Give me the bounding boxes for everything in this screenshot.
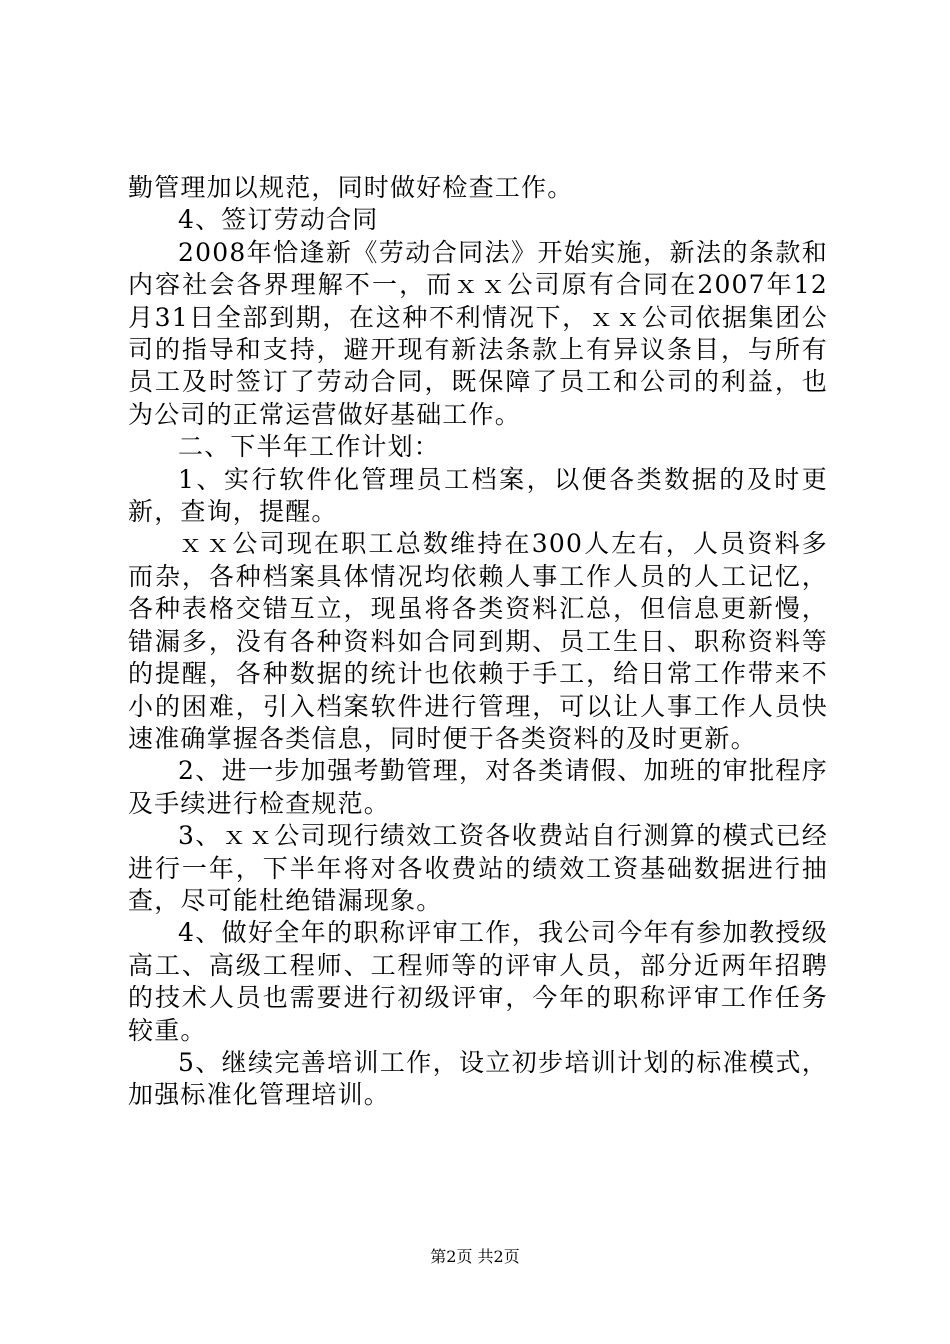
heading-labor-contract: 4、签订劳动合同 <box>178 205 379 235</box>
plan-item-2: 2、进一步加强考勤管理，对各类请假、加班的审批程序及手续进行检查规范。 <box>128 756 828 818</box>
plan-item-3: 3、ｘｘ公司现行绩效工资各收费站自行测算的模式已经进行一年，下半年将对各收费站的绩效工资基础数据进行抽查，尽可能杜绝错漏现象。 <box>128 821 828 915</box>
paragraph-labor-contract: 2008年恰逢新《劳动合同法》开始实施，新法的条款和内容社会各界理解不一，而ｘｘ公司原有合同在2007年12月31日全部到期，在这种不利情况下，ｘｘ公司依据集团公司的指导和支持，避开现有新法条款上有异议条目，与所有员工及时签订了劳动合同，既保障了员工和公司的利益，也为公司的正常运营做好基础工作。 <box>128 237 828 429</box>
document-body <box>128 172 828 1112</box>
plan-item-1: 1、实行软件化管理员工档案，以便各类数据的及时更新，查询，提醒。 <box>128 464 828 527</box>
heading-second-half-plan: 二、下半年工作计划： <box>178 432 441 462</box>
paragraph-continuation: 勤管理加以规范，同时做好检查工作。 <box>128 173 574 202</box>
page-footer: 第2页 共2页 <box>430 1247 520 1266</box>
plan-item-5: 5、继续完善培训工作，设立初步培训计划的标准模式，加强标准化管理培训。 <box>128 1047 828 1110</box>
plan-item-4: 4、做好全年的职称评审工作，我公司今年有参加教授级高工、高级工程师、工程师等的评审人员，部分近两年招聘的技术人员也需要进行初级评审，今年的职称评审工作任务较重。 <box>128 918 828 1045</box>
paragraph-archive-details: ｘｘ公司现在职工总数维持在300人左右，人员资料多而杂，各种档案具体情况均依赖人事工作人员的人工记忆，各种表格交错互立，现虽将各类资料汇总，但信息更新慢，错漏多，没有各种资料如合同到期、员工生日、职称资料等的提醒，各种数据的统计也依赖于手工，给日常工作带来不小的困难，引入档案软件进行管理，可以让人事工作人员快速准确掌握各类信息，同时便于各类资料的及时更新。 <box>128 529 828 753</box>
